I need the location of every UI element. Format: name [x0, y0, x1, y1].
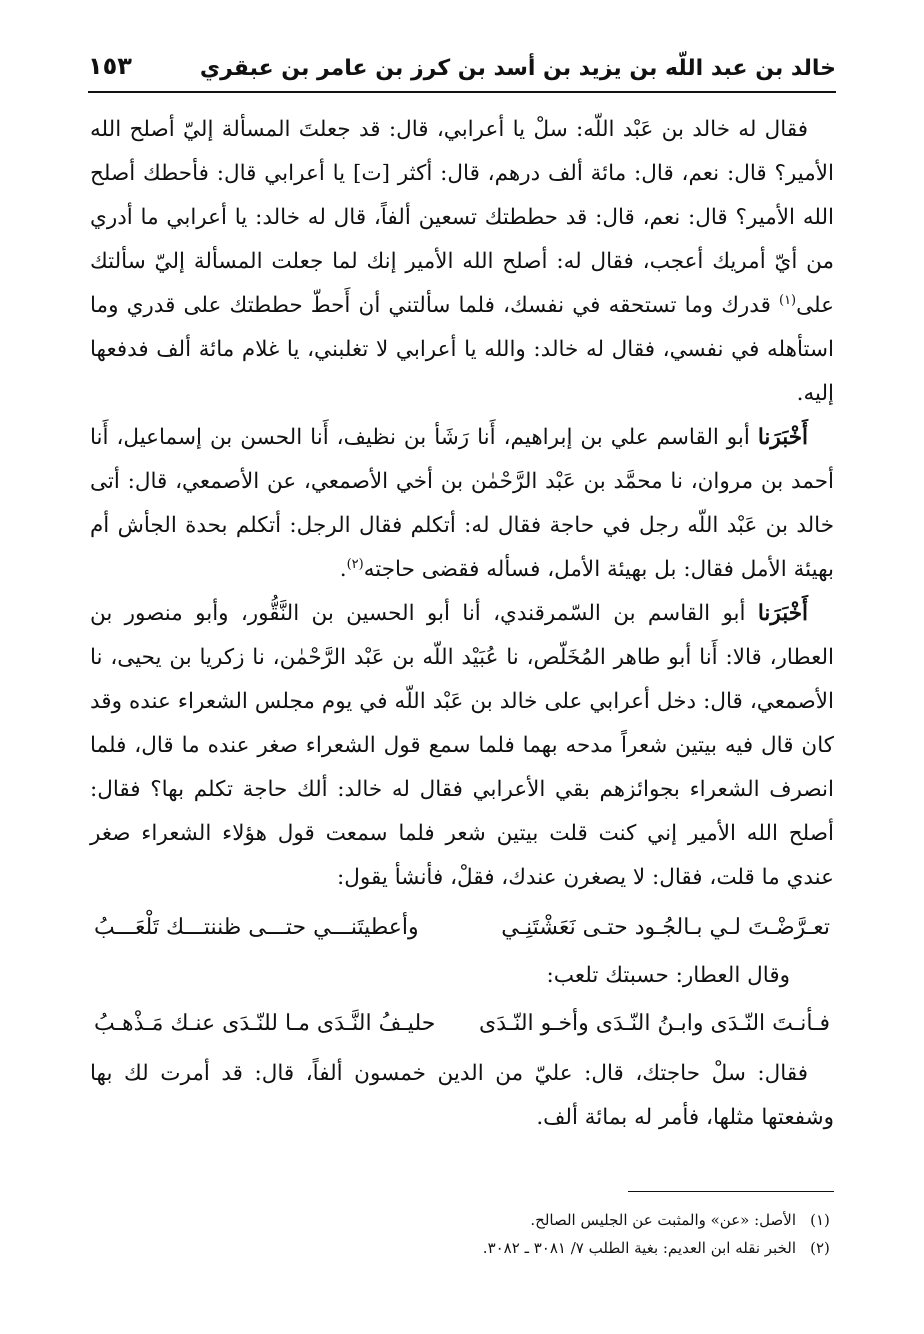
verse-second-hemistich: حليـفُ النَّـدَى مـا للنّـدَى عنـك مَـذْهـبُ — [94, 1011, 436, 1036]
verse-line — [90, 900, 834, 956]
footnotes — [90, 1206, 834, 1262]
paragraph — [90, 592, 834, 900]
footnote-text: الخبر نقله ابن العديم: بغية الطلب ٧/ ٣٠٨١ ـ ٣٠٨٢. — [482, 1239, 796, 1257]
footnote-text: الأصل: «عن» والمثبت عن الجليس الصالح. — [530, 1211, 796, 1229]
verse-first-hemistich: فـأنـتَ النّـدَى وابـنُ النّـدَى وأخـو النّـدَى — [478, 1011, 830, 1036]
paragraph — [90, 108, 834, 416]
paragraph-text: فقال له خالد بن عَبْد اللّه: سلْ يا أعرابي، قال: قد جعلتَ المسألة إليّ أصلح الله الأمير؟ قال: نعم، قال: مائة ألف درهم، قال: أكثر [ت] يا أعرابي قال: فأحطك أصلح الله الأمير؟ قال: نعم، قال: قد حططتك تسعين ألفاً، قال له خالد: يا أعرابي ما أدري من أيّ أمريك أعجب، فقال له: أصلح الله الأمير إنك لما جعلت المسألة إليّ سألتك على — [90, 117, 834, 318]
verse-first-hemistich: تعـرَّضْـتَ لـي بـالجُـود حتـى نَعَشْتَنِـي — [501, 915, 830, 940]
verse-intro: وقال العطار: حسبتك تلعب: — [546, 963, 790, 988]
page-header-title: خالد بن عبد اللّه بن يزيد بن أسد بن كرز بن عامر بن عبقري — [199, 56, 836, 81]
verse-line — [90, 996, 834, 1052]
paragraph-lead: أَخْبَرَنا — [757, 425, 808, 450]
paragraph-text: أبو القاسم علي بن إبراهيم، أَنا رَشَأ بن نظيف، أَنا الحسن بن إسماعيل، أَنا أحمد بن مروان، نا محمَّد بن عَبْد الرَّحْمٰن بن أخي الأصمعي، عن الأصمعي، قال: أتى خالد بن عَبْد اللّه رجل في حاجة فقال له: أتكلم فقال الرجل: أتكلم بحدة الجأش أم بهيئة الأمل فقال: بل بهيئة الأمل، فسأله فقضى حاجته — [90, 425, 834, 582]
paragraph — [90, 416, 834, 592]
footnote-ref[interactable]: (١) — [778, 292, 797, 308]
footnote — [90, 1206, 834, 1234]
running-head — [88, 46, 836, 90]
footnote-rule — [628, 1191, 834, 1192]
verse-second-hemistich: وأعطيتَنـــي حتـــى ظننتـــك تَلْعَـــبُ — [94, 915, 419, 940]
paragraph-text-cont: قدرك وما تستحقه في نفسك، فلما سألتني أن أَحطّ حططتك على قدري وما استأهله في نفسي، فقال له خالد: والله يا أعرابي لا تغلبني، يا غلام مائة ألف فدفعها إليه. — [90, 293, 834, 406]
header-rule — [88, 91, 836, 93]
footnote-ref[interactable]: (٢) — [346, 556, 364, 572]
footnote-number: (٢) — [810, 1239, 830, 1257]
paragraph-text: أبو القاسم بن السّمرقندي، أنا أبو الحسين بن النَّقُّور، وأبو منصور بن العطار، قالا: أَنا أبو طاهر المُخَلّص، نا عُبَيْد اللّه بن عَبْد الرَّحْمٰن، نا زكريا بن يحيى، نا الأصمعي، قال: دخل أعرابي على خالد بن عَبْد اللّه في يوم مجلس الشعراء عنده وقد كان قال فيه بيتين شعراً مدحه بهما فلما سمع قول الشعراء صغر عنده ما قال، فلما انصرف الشعراء بجوائزهم بقي الأعرابي فقال له خالد: ألك حاجة تكلم بها؟ فقال: أصلح الله الأمير إني كنت قلت بيتين شعر فلما سمعت قول هؤلاء الشعراء صغر عندي ما قلت، فقال: لا يصغرن عندك، فقلْ، فأنشأ يقول: — [90, 601, 834, 890]
paragraph-lead: أَخْبَرَنا — [757, 601, 808, 626]
footnote-number: (١) — [810, 1211, 830, 1229]
paragraph-text-cont: . — [339, 557, 347, 582]
body-text — [90, 108, 834, 1140]
footnote — [90, 1234, 834, 1262]
closing-paragraph: فقال: سلْ حاجتك، قال: عليّ من الدين خمسون ألفاً، قال: قد أمرت لك بها وشفعتها مثلها، فأمر له بمائة ألف. — [90, 1061, 834, 1130]
page-number: ١٥٣ — [88, 52, 132, 80]
